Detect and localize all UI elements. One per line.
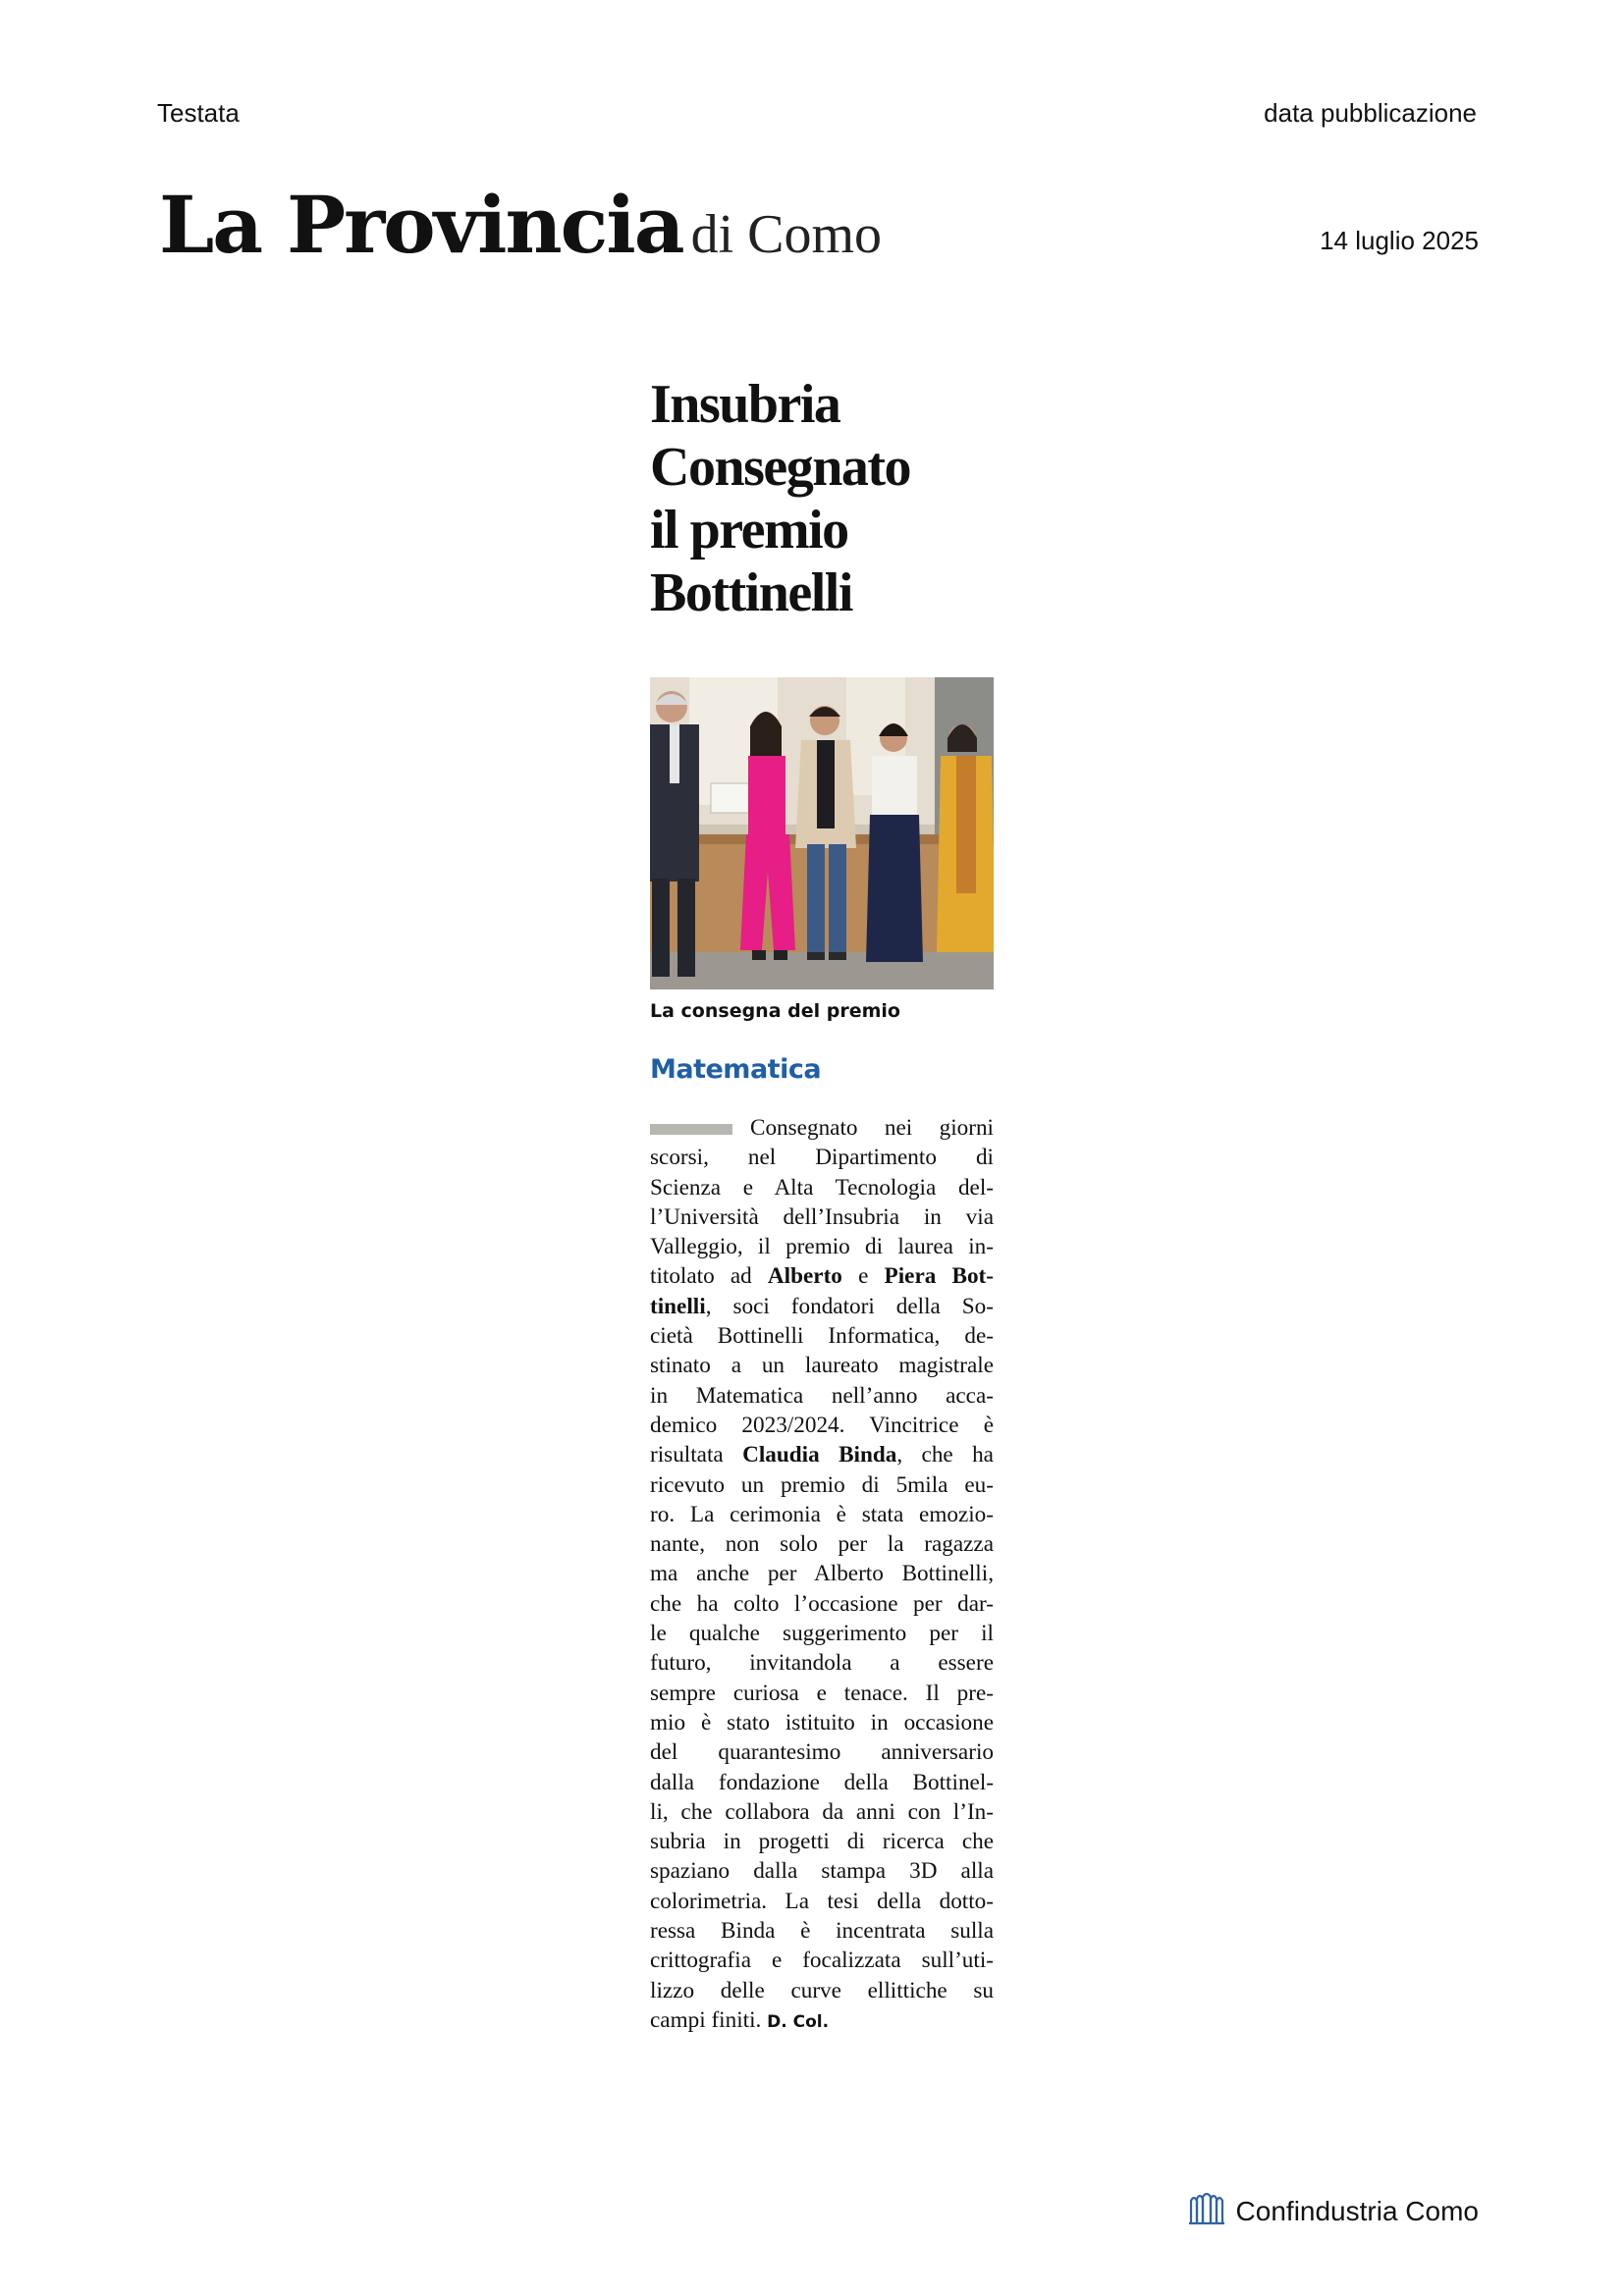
publication-date: 14 luglio 2025 [1320, 226, 1479, 255]
testata-label: Testata [157, 98, 240, 128]
body-line: campi finiti. D. Col. [650, 2006, 830, 2033]
headline-line: Consegnato [650, 437, 911, 498]
headline-line: Insubria [650, 374, 840, 435]
body-line: risultata Claudia Binda, che ha [650, 1442, 994, 1468]
body-line: futuro, invitandola a essere [650, 1650, 994, 1677]
body-line: ro. La cerimonia è stata emozio- [650, 1501, 994, 1527]
body-line: in Matematica nell’anno acca- [650, 1382, 994, 1409]
body-line: crittografia e focalizzata sull’uti- [650, 1948, 994, 1974]
body-line: spaziano dalla stampa 3D alla [650, 1858, 994, 1885]
body-line: nante, non solo per la ragazza [650, 1531, 994, 1558]
name-alberto: Alberto [767, 1263, 842, 1290]
body-line: cietà Bottinelli Informatica, de- [650, 1323, 994, 1350]
article-headline-block [650, 373, 994, 624]
section-label: Matematica [650, 1054, 822, 1085]
photo-caption: La consegna del premio [650, 1000, 900, 1022]
byline: D. Col. [767, 2011, 830, 2032]
body-line: Scienza e Alta Tecnologia del- [650, 1174, 994, 1201]
headline-line: il premio [650, 500, 848, 561]
body-line: tinelli, soci fondatori della So- [650, 1293, 994, 1319]
name-piera-cont: tinelli [650, 1293, 706, 1319]
body-line: titolato ad Alberto e Piera Bot- [650, 1263, 995, 1290]
masthead-subtitle: di Como [690, 204, 883, 265]
body-line: Valleggio, il premio di laurea in- [650, 1234, 994, 1260]
body-line: dalla fondazione della Bottinel- [650, 1769, 994, 1795]
body-line: le qualche suggerimento per il [650, 1621, 994, 1647]
body-line: subria in progetti di ricerca che [650, 1829, 994, 1855]
photo-illustration [650, 677, 994, 989]
body-line: del quarantesimo anniversario [650, 1739, 994, 1766]
award-ceremony-photo [650, 677, 994, 989]
body-line: demico 2023/2024. Vincitrice è [650, 1412, 994, 1438]
body-line: stinato a un laureato magistrale [650, 1353, 994, 1379]
body-line: mio è stato istituito in occasione [650, 1709, 994, 1735]
body-line: lizzo delle curve ellittiche su [650, 1977, 994, 2003]
body-line: ricevuto un premio di 5mila eu- [650, 1471, 994, 1498]
publication-date-label: data pubblicazione [1264, 98, 1477, 128]
body-line: Consegnato nei giorni [650, 1113, 994, 1143]
body-line: sempre curiosa e tenace. Il pre- [650, 1680, 994, 1706]
headline-line: Bottinelli [650, 562, 852, 623]
body-line: che ha colto l’occasione per dar- [650, 1590, 994, 1617]
confindustria-logo-icon [1187, 2191, 1226, 2231]
body-line: ma anche per Alberto Bottinelli, [650, 1561, 994, 1587]
body-line: colorimetria. La tesi della dotto- [650, 1888, 994, 1914]
name-claudia-binda: Claudia Binda [742, 1442, 897, 1468]
body-line: ressa Binda è incentrata sulla [650, 1918, 994, 1945]
body-line: scorsi, nel Dipartimento di [650, 1145, 994, 1171]
article-body [650, 1113, 994, 2037]
body-line: l’Università dell’Insubria in via [650, 1203, 994, 1230]
article-headline [650, 373, 994, 624]
footer-brand-text: Confindustria Como [1235, 2195, 1479, 2226]
body-line: li, che collabora da anni con l’In- [650, 1798, 994, 1825]
name-piera: Piera Bot- [884, 1263, 995, 1290]
footer-brand [1187, 2191, 1479, 2231]
lead-bar [650, 1124, 732, 1135]
masthead-title: La Provincia [159, 179, 683, 271]
newspaper-masthead [159, 179, 882, 271]
